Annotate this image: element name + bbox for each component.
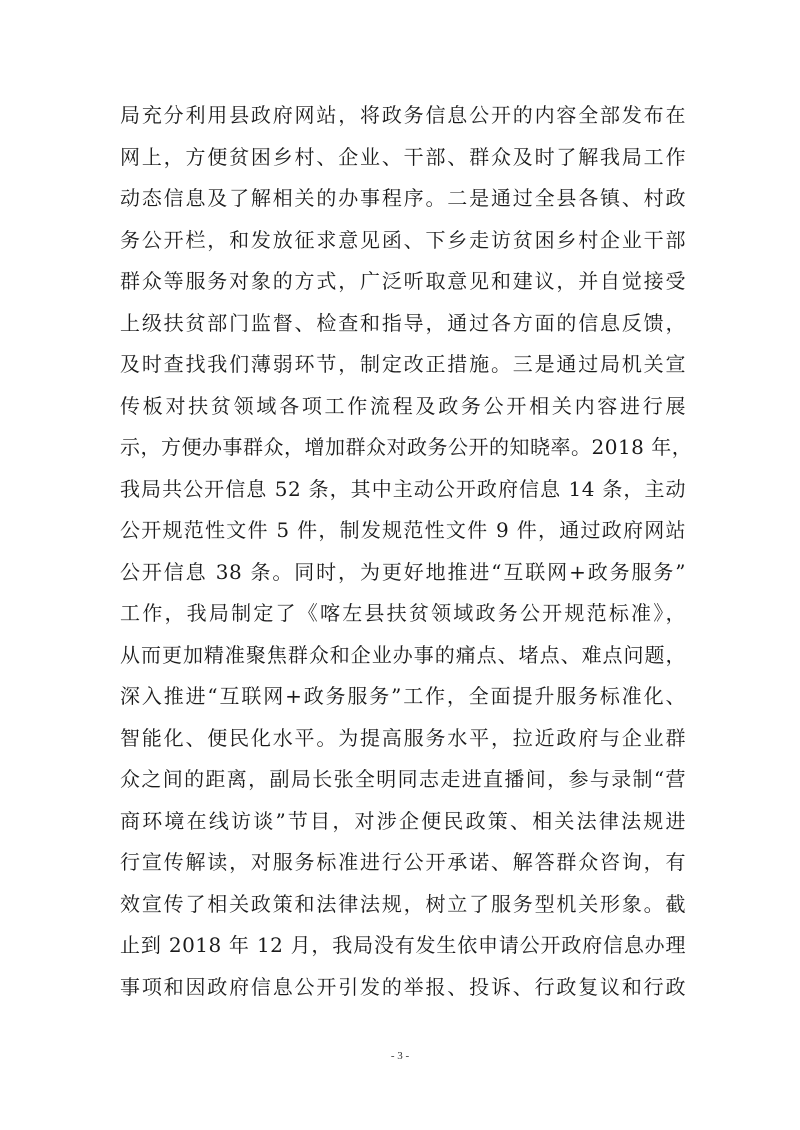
text-line: 效宣传了相关政策和法律法规，树立了服务型机关形象。截 [120,891,686,916]
text-line: 网上，方便贫困乡村、企业、干部、群众及时了解我局工作 [120,144,686,169]
text-line: 示，方便办事群众，增加群众对政务公开的知晓率。2018 年， [120,435,693,459]
text-line: 公开规范性文件 5 件，制发规范性文件 9 件，通过政府网站 [120,518,686,542]
text-line: 及时查找我们薄弱环节，制定改正措施。三是通过局机关宣 [120,352,686,376]
text-line: 我局共公开信息 52 条，其中主动公开政府信息 14 条，主动 [120,476,686,501]
body-text [120,95,693,1008]
text-line: 群众等服务对象的方式，广泛听取意见和建议，并自觉接受 [120,269,686,293]
text-line: 止到 2018 年 12 月，我局没有发生依申请公开政府信息办理 [120,933,686,957]
text-line: 局充分利用县政府网站，将政务信息公开的内容全部发布在 [120,103,686,127]
text-line: 智能化、便民化水平。为提高服务水平，拉近政府与企业群 [120,725,686,750]
text-line: 动态信息及了解相关的办事程序。二是通过全县各镇、村政 [120,186,686,210]
text-line: 行宣传解读，对服务标准进行公开承诺、解答群众咨询，有 [120,850,686,874]
page-number: - 3 - [390,1050,410,1062]
text-line: 务公开栏，和发放征求意见函、下乡走访贫困乡村企业干部 [120,227,686,252]
text-line: 上级扶贫部门监督、检查和指导，通过各方面的信息反馈， [120,310,686,335]
text-line: 传板对扶贫领域各项工作流程及政务公开相关内容进行展 [120,393,686,418]
text-line: 事项和因政府信息公开引发的举报、投诉、行政复议和行政 [120,974,686,999]
text-line: 众之间的距离，副局长张全明同志走进直播间，参与录制“营 [120,767,686,791]
text-line: 深入推进“互联网+政务服务”工作，全面提升服务标准化、 [120,684,686,708]
text-line: 商环境在线访谈”节目，对涉企便民政策、相关法律法规进 [120,808,686,833]
text-line: 工作，我局制定了《喀左县扶贫领域政务公开规范标准》， [120,601,686,625]
text-line: 从而更加精准聚焦群众和企业办事的痛点、堵点、难点问题， [120,642,686,667]
text-line: 公开信息 38 条。同时，为更好地推进“互联网+政务服务” [120,559,686,584]
